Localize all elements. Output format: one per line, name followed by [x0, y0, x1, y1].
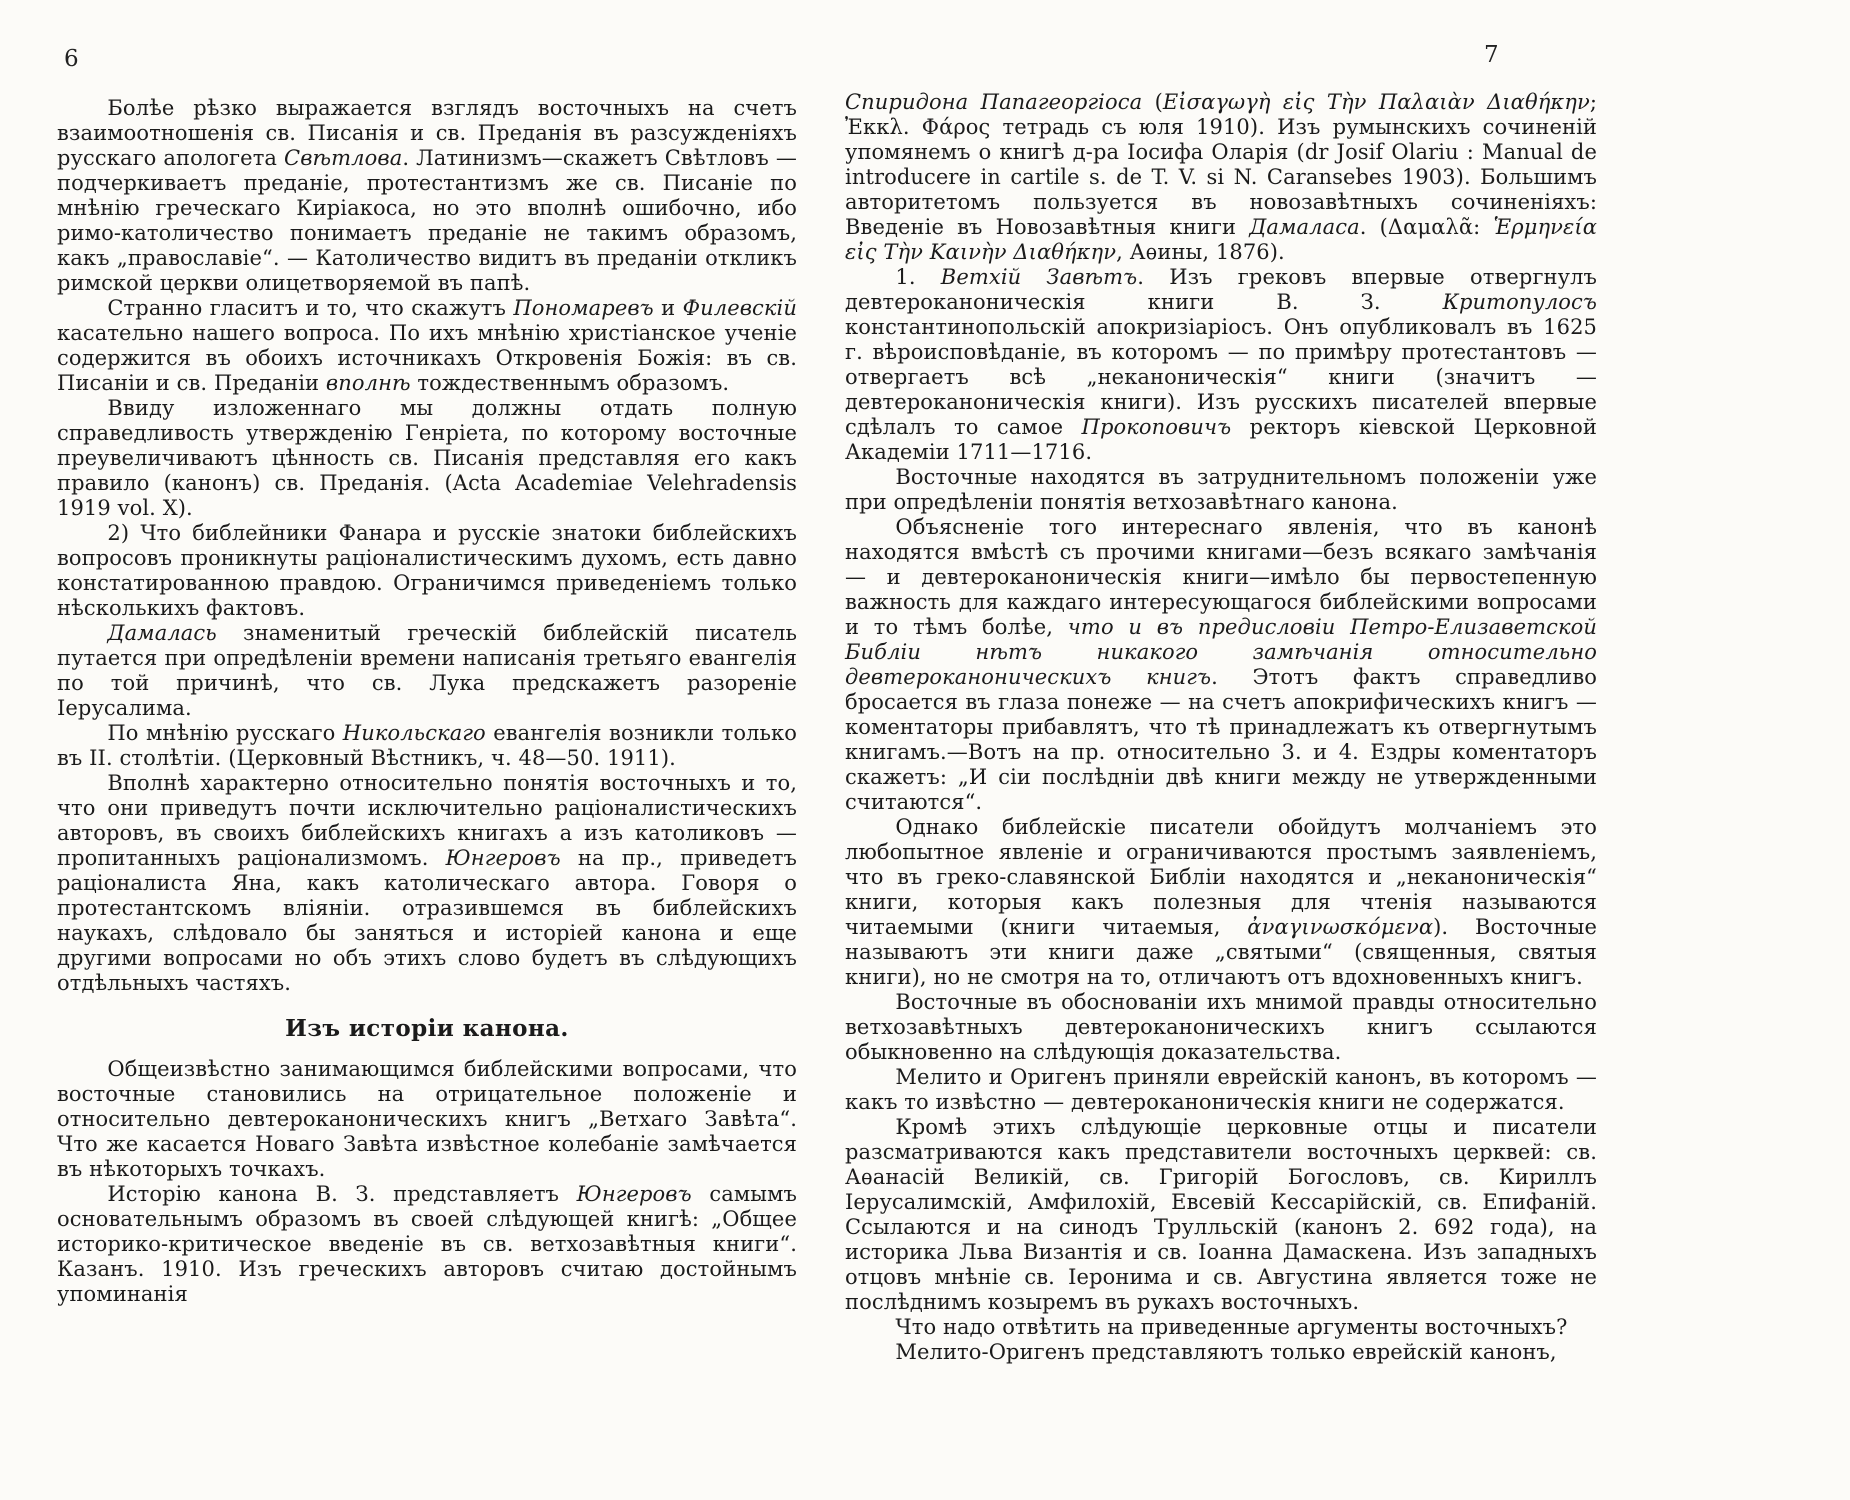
- paragraph: Однако библейскіе писатели обойдутъ молчаніемъ это любопытное явленіе и ограничиваются простымъ заявленіемъ, что въ греко-славянской Библіи находятся и „неканоническія“ книги, которыя какъ полезныя для чтенія называются читаемыми (книги читаемыя, ἀναγινωσκόμενα). Восточные называютъ эти книги даже „святыми“ (священныя, святыя книги), но не смотря на то, отличаютъ отъ вдохновенныхъ книгъ.: [845, 815, 1597, 989]
- paragraph: Общеизвѣстно занимающимся библейскими вопросами, что восточные становились на отрицательное положеніе и относительно девтероканоническихъ книгъ „Ветхаго Завѣта“. Что же касается Новаго Завѣта извѣстное колебаніе замѣчается въ нѣкоторыхъ точкахъ.: [57, 1057, 797, 1181]
- paragraph: По мнѣнію русскаго Никольскаго евангелія возникли только въ II. столѣтіи. (Церковный Вѣстникъ, ч. 48—50. 1911).: [57, 721, 797, 770]
- page-number-right: 7: [1484, 42, 1499, 68]
- paragraph: Объясненіе того интереснаго явленія, что въ канонѣ находятся вмѣстѣ съ прочими книгами—безъ всякаго замѣчанія — и девтероканоническія книги—имѣло бы первостепенную важность для каждаго интересующагося библейскими вопросами и то тѣмъ болѣе, что и въ предисловіи Петро-Елизаветской Библіи нѣтъ никакого замѣчанія относительно девтероканоническихъ книгъ. Этотъ фактъ справедливо бросается въ глаза понеже — на счетъ апокрифическихъ книгъ — коментаторы прибавлятъ, что тѣ принадлежатъ къ отвергнутымъ книгамъ.—Вотъ на пр. относительно 3. и 4. Ездры коментаторъ скажетъ: „И сіи послѣдніи двѣ книги между не утвержденными считаются“.: [845, 515, 1597, 814]
- page-number-left: 6: [64, 46, 79, 72]
- paragraph: Вполнѣ характерно относительно понятія восточныхъ и то, что они приведутъ почти исключительно раціоналистическихъ авторовъ, въ своихъ библейскихъ книгахъ а изъ католиковъ — пропитанныхъ раціонализмомъ. Юнгеровъ на пр., приведетъ раціоналиста Яна, какъ католическаго автора. Говоря о протестантскомъ вліяніи. отразившемся въ библейскихъ наукахъ, слѣдовало бы заняться и исторіей канона и еще другими вопросами но объ этихъ слово будетъ въ слѣдующихъ отдѣльныхъ частяхъ.: [57, 771, 798, 995]
- paragraph: Мелито и Оригенъ приняли еврейскій канонъ, въ которомъ —какъ то извѣстно — девтероканоническія книги не содержатся.: [845, 1065, 1597, 1114]
- paragraph: Спиридона Папагеоргіоса (Εἰσαγωγὴ εἰς Τὴν Παλαιὰν Διαθήκην; Ἐκκλ. Φάρος тетрадь съ юля 1910). Изъ румынскихъ сочиненій упомянемъ о книгѣ д-ра Іосифа Оларія (dr Josif Olariu : Manual de introducere in cartile s. de T. V. si N. Caransebes 1903). Большимъ авторитетомъ пользуется въ новозавѣтныхъ сочиненіяхъ: Введеніе въ Новозавѣтныя книги Дамаласа. (Δαμαλᾶ: Ἑρμηνεία εἰς Τὴν Καινὴν Διαθήκην, Аѳины, 1876).: [845, 90, 1597, 264]
- paragraph: Странно гласитъ и то, что скажутъ Пономаревъ и Филевскій касательно нашего вопроса. По ихъ мнѣнію христіанское ученіе содержится въ обоихъ источникахъ Откровенія Божія: въ св. Писаніи и св. Преданіи вполнѣ тождественнымъ образомъ.: [57, 296, 797, 395]
- paragraph: Болѣе рѣзко выражается взглядъ восточныхъ на счетъ взаимоотношенія св. Писанія и св. Преданія въ разсужденіяхъ русскаго апологета Свѣтлова. Латинизмъ—скажетъ Свѣтловъ — подчеркиваетъ преданіе, протестантизмъ же св. Писаніе по мнѣнію греческаго Киріакоса, но это вполнѣ ошибочно, ибо римо-католичество понимаетъ преданіе не такимъ образомъ, какъ „православіе“. — Католичество видитъ въ преданіи откликъ римской церкви олицетворяемой въ папѣ.: [57, 96, 797, 295]
- paragraph: 2) Что библейники Фанара и русскіе знатоки библейскихъ вопросовъ проникнуты раціоналистическимъ духомъ, есть давно констатированною правдою. Ограничимся приведеніемъ только нѣсколькихъ фактовъ.: [57, 521, 797, 620]
- paragraph: Кромѣ этихъ слѣдующіе церковные отцы и писатели разсматриваются какъ представители восточныхъ церквей: св. Аѳанасій Великій, св. Григорій Богословъ, св. Кириллъ Іерусалимскій, Амфилохій, Евсевій Кессарійскій, св. Епифаній. Ссылаются и на синодъ Трулльскій (канонъ 2. 692 года), на историка Льва Византія и св. Іоанна Дамаскена. Изъ западныхъ отцовъ мнѣніе св. Іеронима и св. Августина является тоже не послѣднимъ козыремъ въ рукахъ восточныхъ.: [845, 1115, 1597, 1314]
- paragraph: Мелито-Оригенъ представляютъ только еврейскій канонъ,: [895, 1340, 1557, 1364]
- page-left-text-column: [57, 96, 797, 1307]
- paragraph: Дамалась знаменитый греческій библейскій писатель путается при опредѣленіи времени написанія третьяго евангелія по той причинѣ, что св. Лука предскажетъ разореніе Іерусалима.: [57, 621, 797, 720]
- paragraph: Ввиду изложеннаго мы должны отдать полную справедливость утвержденію Генріета, по которому восточные преувеличиваютъ цѣнность св. Писанія представляя его какъ правило (канонъ) св. Преданія. (Acta Academiae Velehradensis 1919 vol. X).: [57, 396, 797, 520]
- page-right-text-column: [845, 90, 1597, 1365]
- paragraph: Восточные находятся въ затруднительномъ положеніи уже при опредѣленіи понятія ветхозавѣтнаго канона.: [845, 465, 1597, 514]
- paragraph: Восточные въ обоснованіи ихъ мнимой правды относительно ветхозавѣтныхъ девтероканоническихъ книгъ ссылаются обыкновенно на слѣдующія доказательства.: [845, 990, 1597, 1064]
- paragraph: 1. Ветхій Завѣтъ. Изъ грековъ впервые отвергнулъ девтероканоническія книги В. З. Критопулосъ константинопольскій апокризіаріосъ. Онъ опубликовалъ въ 1625 г. вѣроисповѣданіе, въ которомъ — по примѣру протестантовъ — отвергаетъ всѣ „неканоническія“ книги (значитъ — девтероканоническія книги). Изъ русскихъ писателей впервые сдѣлалъ то самое Прокоповичъ ректоръ кіевской Церковной Академіи 1711—1716.: [845, 265, 1597, 464]
- paragraph: Что надо отвѣтить на приведенные аргументы восточныхъ?: [895, 1315, 1568, 1339]
- section-heading: Изъ исторіи канона.: [285, 1015, 569, 1042]
- paragraph: Исторію канона В. З. представляетъ Юнгеровъ самымъ основательнымъ образомъ въ своей слѣдующей книгѣ: „Общее историко-критическое введеніе въ св. ветхозавѣтныя книги“. Казанъ. 1910. Изъ греческихъ авторовъ считаю достойнымъ упоминанія: [57, 1182, 797, 1306]
